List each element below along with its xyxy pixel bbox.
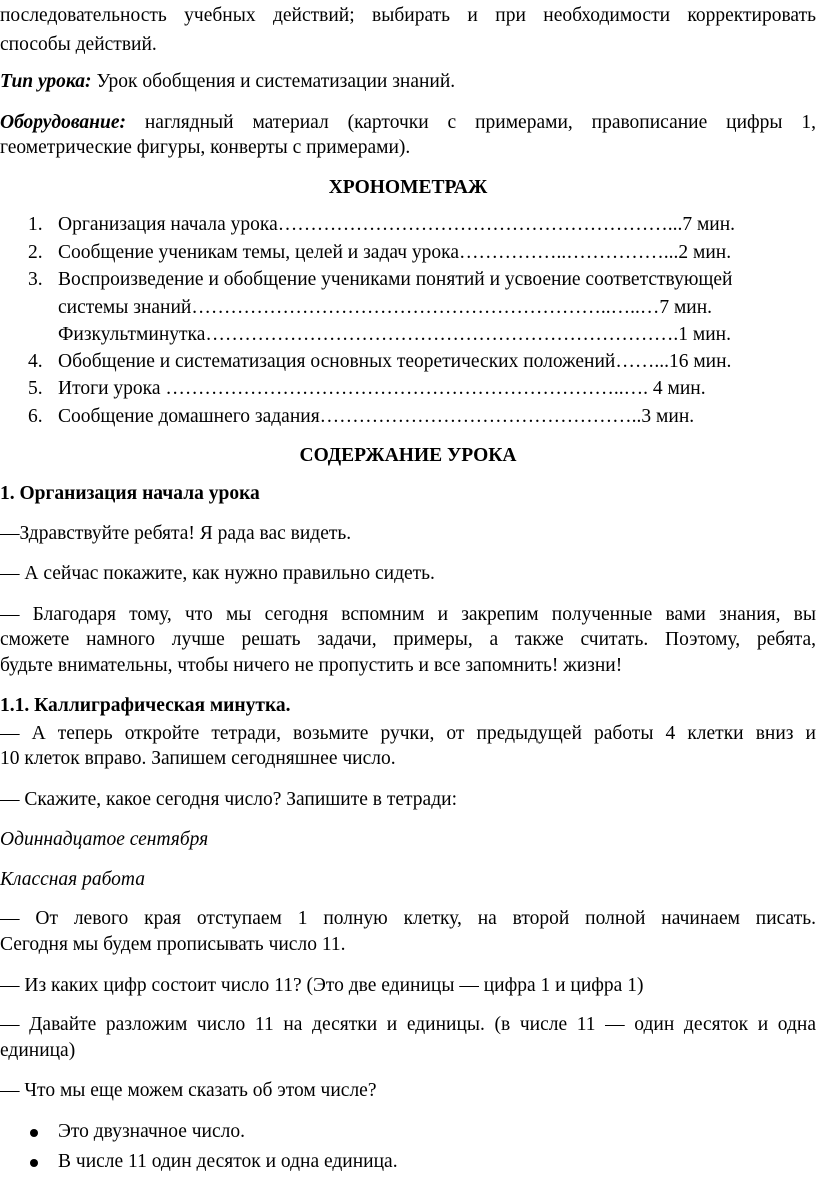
timing-item-number: 1. — [28, 214, 43, 235]
lesson-type-label: Тип урока: — [0, 71, 92, 92]
timing-item-text: Сообщение ученикам темы, целей и задач урока……………..……………...2 мин. — [58, 242, 732, 263]
intro-line-1: последовательность учебных действий; выбирать и при необходимости корректировать — [0, 5, 816, 26]
paragraph-1-line-3: будьте внимательны, чтобы ничего не пропустить и все запомнить! жизни! — [0, 655, 623, 676]
sit-line: — А сейчас покажите, как нужно правильно сидеть. — [0, 563, 435, 584]
bullet-icon — [30, 1159, 38, 1167]
timing-item-text: Сообщение домашнего задания…………………………………………..3 мин. — [58, 406, 695, 427]
paragraph-2-line-2: 10 клеток вправо. Запишем сегодняшнее число. — [0, 748, 396, 769]
paragraph-1-line-1: — Благодаря тому, что мы сегодня вспомним и закрепим полученные вами знания, вы — [0, 604, 816, 625]
timing-item-text: Итоги урока ……………………………………………………………..…. 4 мин. — [58, 378, 706, 399]
equipment-value: наглядный материал (карточки с примерами, правописание цифры 1, — [125, 112, 816, 133]
section-1-1-title: 1.1. Каллиграфическая минутка. — [0, 695, 291, 716]
timing-item-text: Воспроизведение и обобщение учениками понятий и усвоение соответствующей — [58, 269, 733, 290]
paragraph-3-line-1: — От левого края отступаем 1 полную клетку, на второй полной начинаем писать. — [0, 908, 816, 929]
timing-item-text: Физкультминутка……………………………………………………………….1 мин. — [58, 324, 731, 345]
content-heading: СОДЕРЖАНИЕ УРОКА — [299, 445, 517, 466]
list-item-text: Это двузначное число. — [58, 1121, 246, 1142]
timing-item-number: 6. — [28, 406, 43, 427]
lesson-type-value: Урок обобщения и систематизации знаний. — [91, 71, 456, 92]
greeting-line: —Здравствуйте ребята! Я рада вас видеть. — [0, 523, 352, 544]
classwork-label: Классная работа — [0, 869, 145, 890]
section-1-title: 1. Организация начала урока — [0, 483, 260, 504]
list-item-text: В числе 11 один десяток и одна единица. — [58, 1151, 398, 1172]
paragraph-2-line-1: — А теперь откройте тетради, возьмите ручки, от предыдущей работы 4 клетки вниз и — [0, 723, 816, 744]
timing-item-number: 3. — [28, 269, 43, 290]
date-written: Одиннадцатое сентября — [0, 829, 209, 850]
question-more: — Что мы еще можем сказать об этом числе? — [0, 1080, 377, 1101]
timing-heading: ХРОНОМЕТРАЖ — [328, 177, 488, 198]
equipment-line-2: геометрические фигуры, конверты с примерами). — [0, 137, 411, 158]
bullet-icon — [30, 1129, 38, 1137]
timing-item-text: системы знаний………………………………………………………..…..…7 мин. — [58, 297, 713, 318]
timing-item-text: Организация начала урока……………………………………………………...7 мин. — [58, 214, 736, 235]
lesson-type — [0, 70, 816, 94]
paragraph-3-line-2: Сегодня мы будем прописывать число 11. — [0, 934, 346, 955]
timing-item-number: 5. — [28, 378, 43, 399]
intro-line-2: способы действий. — [0, 34, 157, 55]
equipment-line-1 — [0, 111, 816, 135]
paragraph-4-line-1: — Давайте разложим число 11 на десятки и единицы. (в числе 11 — один десяток и одна — [0, 1014, 816, 1035]
question-digits: — Из каких цифр состоит число 11? (Это две единицы — цифра 1 и цифра 1) — [0, 975, 644, 996]
equipment-label: Оборудование: — [0, 112, 126, 133]
ask-date-line: — Скажите, какое сегодня число? Запишите в тетради: — [0, 789, 457, 810]
paragraph-4-line-2: единица) — [0, 1040, 76, 1061]
timing-item-number: 2. — [28, 242, 43, 263]
paragraph-1-line-2: сможете намного лучше решать задачи, примеры, а также считать. Поэтому, ребята, — [0, 629, 816, 650]
timing-item-number: 4. — [28, 351, 43, 372]
timing-item-text: Обобщение и систематизация основных теоретических положений……...16 мин. — [58, 351, 732, 372]
